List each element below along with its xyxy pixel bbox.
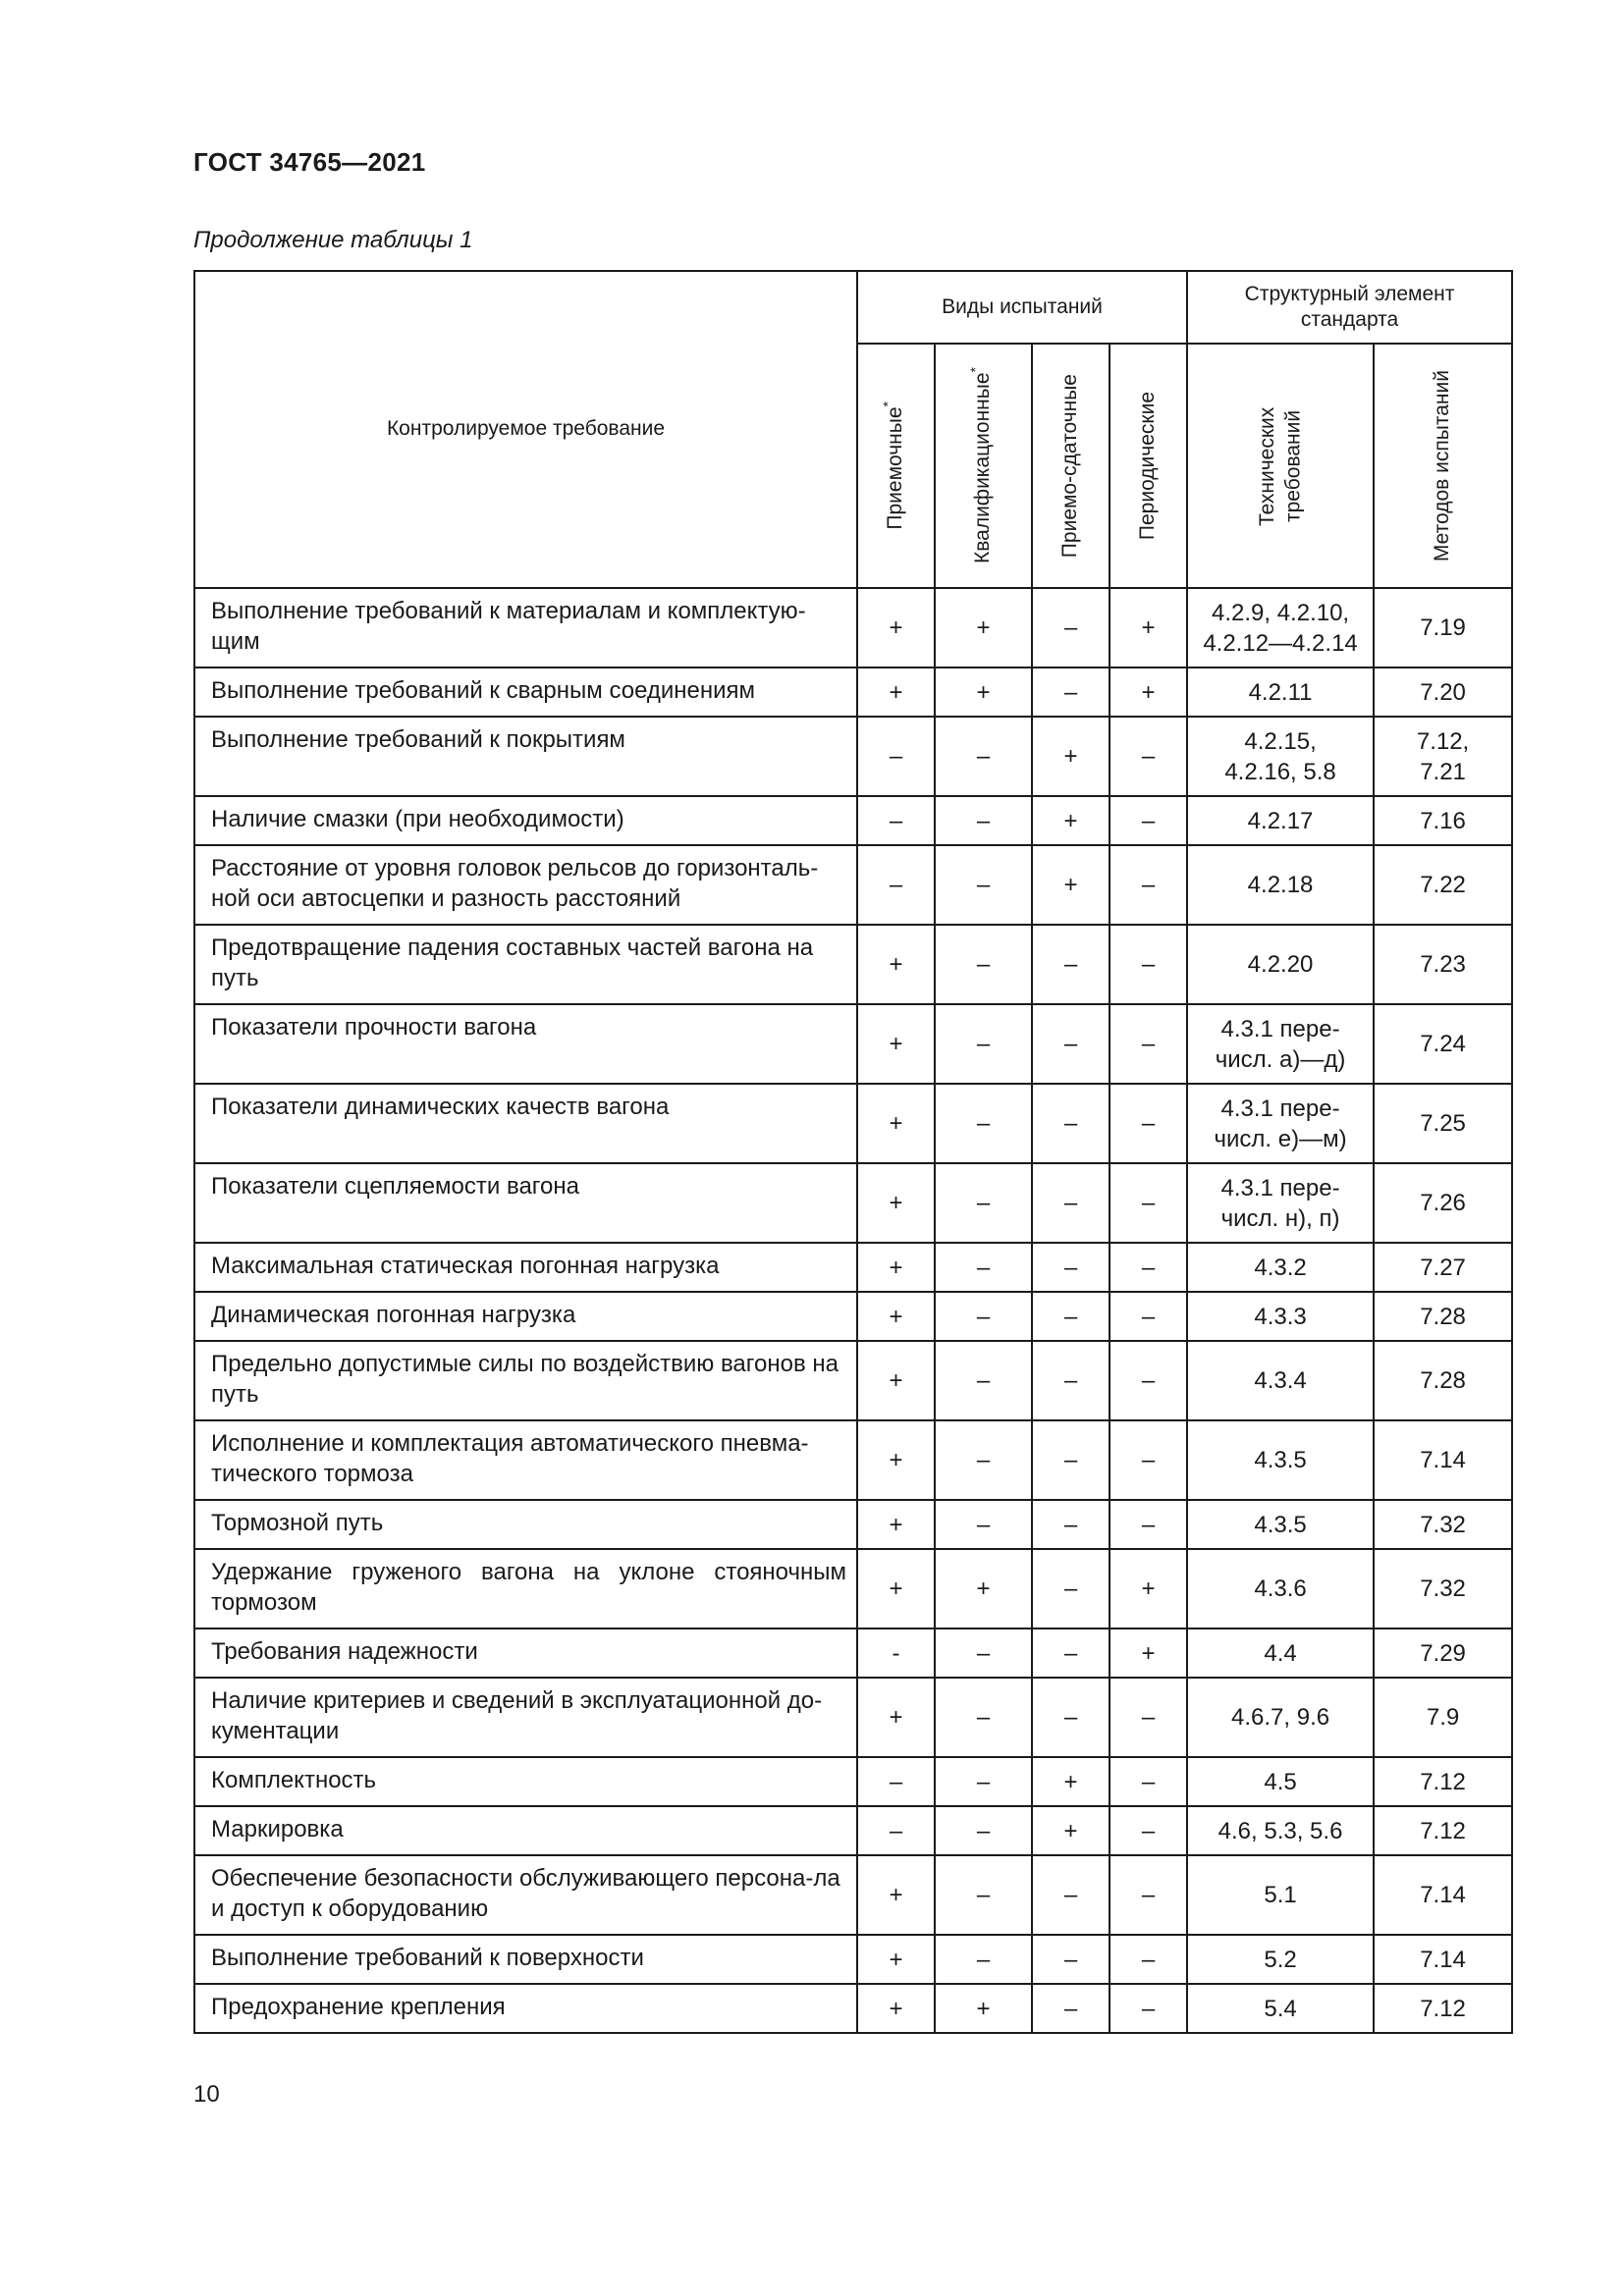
mark-cell: + (857, 1341, 935, 1420)
column-header-requirement: Контролируемое требование (194, 271, 857, 588)
column-header-test-qualification (935, 344, 1032, 588)
tech-ref-cell: 4.2.20 (1187, 925, 1374, 1004)
table-row (194, 667, 1512, 717)
column-header-test-acceptance (857, 344, 935, 588)
requirement-cell: Выполнение требований к покрытиям (194, 717, 857, 796)
table-row (194, 1341, 1512, 1420)
tech-ref-cell: 4.3.5 (1187, 1420, 1374, 1500)
mark-cell: – (935, 925, 1032, 1004)
mark-cell: + (1032, 796, 1110, 845)
requirement-cell: Требования надежности (194, 1629, 857, 1678)
mark-cell: – (1110, 1243, 1187, 1292)
mark-cell: – (1110, 845, 1187, 925)
requirement-cell: Исполнение и комплектация автоматического пневма-тического тормоза (194, 1420, 857, 1500)
mark-cell: + (857, 1984, 935, 2033)
mark-cell: + (857, 1935, 935, 1984)
test-label: Квалификационные (971, 372, 995, 564)
mark-cell: – (1032, 1855, 1110, 1935)
mark-cell: + (857, 1420, 935, 1500)
method-ref-cell: 7.9 (1374, 1678, 1512, 1757)
column-header-test-periodic (1110, 344, 1187, 588)
requirement-cell: Комплектность (194, 1757, 857, 1806)
struct-label: Методов испытаний (1431, 369, 1454, 562)
table-row (194, 1806, 1512, 1855)
mark-cell: – (1032, 1084, 1110, 1163)
mark-cell: - (857, 1629, 935, 1678)
tech-ref-cell: 4.3.1 пере-числ. н), п) (1187, 1163, 1374, 1243)
mark-cell: – (1110, 1500, 1187, 1549)
mark-cell: – (1032, 1500, 1110, 1549)
mark-cell: + (857, 1004, 935, 1084)
mark-cell: – (935, 1292, 1032, 1341)
tech-ref-cell: 5.1 (1187, 1855, 1374, 1935)
mark-cell: – (857, 717, 935, 796)
mark-cell: – (857, 1806, 935, 1855)
method-ref-cell: 7.12 (1374, 1806, 1512, 1855)
method-ref-cell: 7.16 (1374, 796, 1512, 845)
column-header-test-methods (1374, 344, 1512, 588)
table-row (194, 1500, 1512, 1549)
requirement-cell: Выполнение требований к сварным соединениям (194, 667, 857, 717)
mark-cell: + (935, 1549, 1032, 1629)
requirement-cell: Выполнение требований к материалам и комплектую-щим (194, 588, 857, 667)
requirement-cell: Выполнение требований к поверхности (194, 1935, 857, 1984)
tech-ref-cell: 4.2.9, 4.2.10, 4.2.12—4.2.14 (1187, 588, 1374, 667)
mark-cell: – (935, 717, 1032, 796)
method-ref-cell: 7.19 (1374, 588, 1512, 667)
tech-ref-cell: 4.3.3 (1187, 1292, 1374, 1341)
mark-cell: + (1032, 1806, 1110, 1855)
footnote-marker: * (880, 401, 896, 407)
mark-cell: – (1110, 796, 1187, 845)
mark-cell: – (935, 1855, 1032, 1935)
method-ref-cell: 7.22 (1374, 845, 1512, 925)
mark-cell: – (935, 1678, 1032, 1757)
mark-cell: – (1032, 1004, 1110, 1084)
table-row (194, 1084, 1512, 1163)
mark-cell: + (935, 588, 1032, 667)
mark-cell: – (1032, 1629, 1110, 1678)
tech-ref-cell: 4.2.17 (1187, 796, 1374, 845)
mark-cell: – (1110, 1004, 1187, 1084)
tech-ref-cell: 4.2.11 (1187, 667, 1374, 717)
table-row (194, 1984, 1512, 2033)
method-ref-cell: 7.23 (1374, 925, 1512, 1004)
tech-ref-cell: 5.4 (1187, 1984, 1374, 2033)
table-row (194, 1757, 1512, 1806)
mark-cell: – (1032, 1935, 1110, 1984)
table-row (194, 1855, 1512, 1935)
tech-ref-cell: 4.5 (1187, 1757, 1374, 1806)
table-row (194, 925, 1512, 1004)
mark-cell: – (1110, 1341, 1187, 1420)
mark-cell: + (1032, 717, 1110, 796)
mark-cell: + (857, 1084, 935, 1163)
mark-cell: + (1032, 1757, 1110, 1806)
requirement-cell: Предотвращение падения составных частей вагона на путь (194, 925, 857, 1004)
column-group-test-types: Виды испытаний (857, 271, 1187, 344)
requirement-cell: Обеспечение безопасности обслуживающего персона-ла и доступ к оборудованию (194, 1855, 857, 1935)
table-row (194, 1292, 1512, 1341)
mark-cell: – (1110, 1420, 1187, 1500)
structural-element-label: Структурный элемент стандарта (1244, 282, 1455, 331)
table-row (194, 1935, 1512, 1984)
mark-cell: – (1110, 1984, 1187, 2033)
mark-cell: – (1110, 1084, 1187, 1163)
table-row (194, 717, 1512, 796)
mark-cell: + (857, 1243, 935, 1292)
mark-cell: – (1110, 1935, 1187, 1984)
mark-cell: – (935, 1004, 1032, 1084)
mark-cell: – (935, 1420, 1032, 1500)
mark-cell: + (1110, 667, 1187, 717)
tech-ref-cell: 4.3.6 (1187, 1549, 1374, 1629)
mark-cell: + (1110, 588, 1187, 667)
requirement-cell: Предохранение крепления (194, 1984, 857, 2033)
mark-cell: + (857, 1549, 935, 1629)
method-ref-cell: 7.14 (1374, 1420, 1512, 1500)
tech-ref-cell: 4.3.1 пере-числ. е)—м) (1187, 1084, 1374, 1163)
requirement-cell: Показатели прочности вагона (194, 1004, 857, 1084)
tech-ref-cell: 4.6.7, 9.6 (1187, 1678, 1374, 1757)
mark-cell: – (1110, 1163, 1187, 1243)
mark-cell: – (1110, 1806, 1187, 1855)
mark-cell: – (935, 1806, 1032, 1855)
method-ref-cell: 7.27 (1374, 1243, 1512, 1292)
method-ref-cell: 7.24 (1374, 1004, 1512, 1084)
requirement-cell: Удержание груженого вагона на уклоне стояночным тормозом (194, 1549, 857, 1629)
mark-cell: – (1032, 1341, 1110, 1420)
requirement-cell: Наличие смазки (при необходимости) (194, 796, 857, 845)
mark-cell: – (1032, 1984, 1110, 2033)
method-ref-cell: 7.12 (1374, 1757, 1512, 1806)
method-ref-cell: 7.12, 7.21 (1374, 717, 1512, 796)
mark-cell: + (857, 588, 935, 667)
footnote-marker: * (967, 367, 984, 373)
page-number: 10 (193, 2081, 220, 2108)
tech-ref-cell: 5.2 (1187, 1935, 1374, 1984)
method-ref-cell: 7.32 (1374, 1549, 1512, 1629)
mark-cell: + (1032, 845, 1110, 925)
mark-cell: – (1032, 1549, 1110, 1629)
mark-cell: – (1110, 1292, 1187, 1341)
mark-cell: – (935, 1084, 1032, 1163)
test-label: Приемо-сдаточные (1058, 373, 1082, 559)
tech-ref-cell: 4.6, 5.3, 5.6 (1187, 1806, 1374, 1855)
mark-cell: – (1032, 1292, 1110, 1341)
requirement-cell: Предельно допустимые силы по воздействию вагонов на путь (194, 1341, 857, 1420)
mark-cell: + (857, 1855, 935, 1935)
tech-ref-cell: 4.3.4 (1187, 1341, 1374, 1420)
requirement-cell: Тормозной путь (194, 1500, 857, 1549)
test-label: Приемочные (884, 406, 907, 530)
requirement-cell: Динамическая погонная нагрузка (194, 1292, 857, 1341)
mark-cell: + (1110, 1629, 1187, 1678)
method-ref-cell: 7.14 (1374, 1935, 1512, 1984)
table-row (194, 1163, 1512, 1243)
requirements-table (193, 270, 1513, 2034)
mark-cell: – (935, 845, 1032, 925)
table-row (194, 1629, 1512, 1678)
table-row (194, 588, 1512, 667)
document-header: ГОСТ 34765—2021 (193, 147, 426, 177)
mark-cell: – (935, 1935, 1032, 1984)
method-ref-cell: 7.32 (1374, 1500, 1512, 1549)
column-header-test-handover (1032, 344, 1110, 588)
mark-cell: – (935, 796, 1032, 845)
mark-cell: – (1110, 717, 1187, 796)
mark-cell: + (935, 1984, 1032, 2033)
mark-cell: – (1110, 925, 1187, 1004)
mark-cell: + (857, 1678, 935, 1757)
mark-cell: – (935, 1163, 1032, 1243)
mark-cell: + (935, 667, 1032, 717)
tech-ref-cell: 4.2.15, 4.2.16, 5.8 (1187, 717, 1374, 796)
mark-cell: – (1110, 1855, 1187, 1935)
method-ref-cell: 7.20 (1374, 667, 1512, 717)
mark-cell: – (935, 1243, 1032, 1292)
mark-cell: – (935, 1757, 1032, 1806)
table-row (194, 796, 1512, 845)
mark-cell: – (857, 845, 935, 925)
requirement-cell: Максимальная статическая погонная нагрузка (194, 1243, 857, 1292)
method-ref-cell: 7.28 (1374, 1341, 1512, 1420)
table-row (194, 1420, 1512, 1500)
mark-cell: – (1032, 1678, 1110, 1757)
mark-cell: – (857, 796, 935, 845)
tech-ref-cell: 4.2.18 (1187, 845, 1374, 925)
mark-cell: + (857, 1163, 935, 1243)
tech-ref-cell: 4.3.1 пере-числ. а)—д) (1187, 1004, 1374, 1084)
column-header-technical-requirements (1187, 344, 1374, 588)
requirement-cell: Показатели динамических качеств вагона (194, 1084, 857, 1163)
mark-cell: – (935, 1500, 1032, 1549)
method-ref-cell: 7.26 (1374, 1163, 1512, 1243)
table-caption: Продолжение таблицы 1 (193, 227, 473, 253)
requirement-cell: Наличие критериев и сведений в эксплуатационной до-кументации (194, 1678, 857, 1757)
method-ref-cell: 7.12 (1374, 1984, 1512, 2033)
mark-cell: – (935, 1629, 1032, 1678)
method-ref-cell: 7.25 (1374, 1084, 1512, 1163)
mark-cell: – (1032, 1243, 1110, 1292)
table-row (194, 1678, 1512, 1757)
table-row (194, 845, 1512, 925)
mark-cell: – (1032, 925, 1110, 1004)
mark-cell: + (857, 667, 935, 717)
mark-cell: – (857, 1757, 935, 1806)
column-group-structural-element (1187, 271, 1512, 344)
table-row (194, 1004, 1512, 1084)
mark-cell: + (1110, 1549, 1187, 1629)
requirement-cell: Расстояние от уровня головок рельсов до горизонталь-ной оси автосцепки и разность расстояний (194, 845, 857, 925)
mark-cell: – (1110, 1757, 1187, 1806)
tech-ref-cell: 4.3.5 (1187, 1500, 1374, 1549)
method-ref-cell: 7.29 (1374, 1629, 1512, 1678)
mark-cell: + (857, 1292, 935, 1341)
tech-ref-cell: 4.4 (1187, 1629, 1374, 1678)
struct-label: Технических требований (1255, 405, 1305, 526)
mark-cell: – (1032, 1420, 1110, 1500)
mark-cell: – (1032, 1163, 1110, 1243)
table-row (194, 1243, 1512, 1292)
mark-cell: + (857, 925, 935, 1004)
mark-cell: – (935, 1341, 1032, 1420)
tech-ref-cell: 4.3.2 (1187, 1243, 1374, 1292)
table-row (194, 1549, 1512, 1629)
mark-cell: – (1110, 1678, 1187, 1757)
requirement-cell: Показатели сцепляемости вагона (194, 1163, 857, 1243)
method-ref-cell: 7.28 (1374, 1292, 1512, 1341)
test-label: Периодические (1136, 391, 1160, 541)
mark-cell: – (1032, 667, 1110, 717)
requirement-cell: Маркировка (194, 1806, 857, 1855)
method-ref-cell: 7.14 (1374, 1855, 1512, 1935)
mark-cell: – (1032, 588, 1110, 667)
mark-cell: + (857, 1500, 935, 1549)
